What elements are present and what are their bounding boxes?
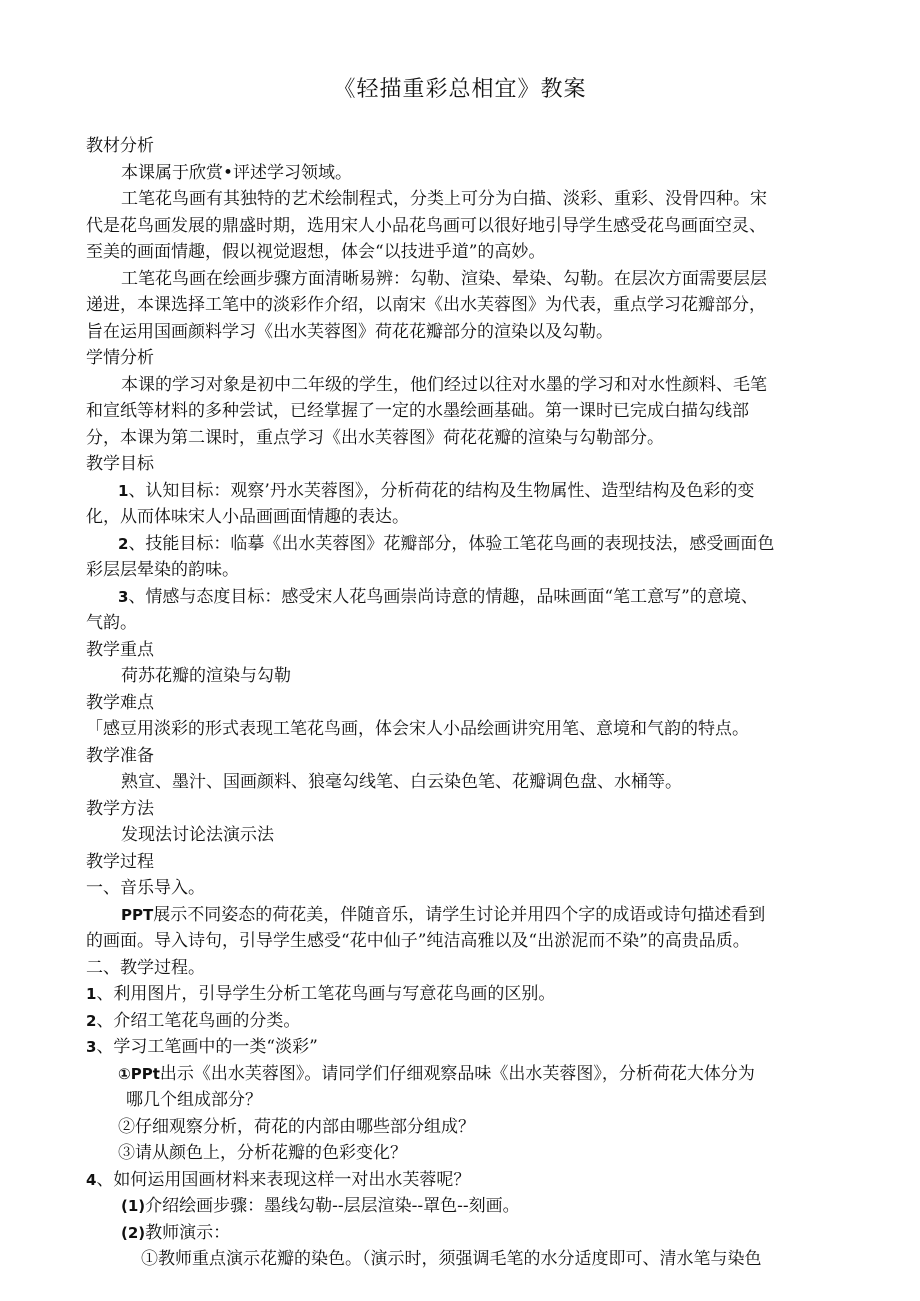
line-text: 工笔花鸟画有其独特的艺术绘制程式，分类上可分为白描、淡彩、重彩、没骨四种。宋 xyxy=(121,189,767,209)
section-heading xyxy=(86,133,836,160)
line-text: 和宣纸等材料的多种尝试，已经掌握了一定的水墨绘画基础。第一课时已完成白描勾线部 xyxy=(86,401,749,421)
line-text: 本课的学习对象是初中二年级的学生，他们经过以往对水墨的学习和对水性颜料、毛笔 xyxy=(121,374,767,395)
line-text: 荷苏花瓣的渲染与勾勒 xyxy=(121,666,291,686)
line-text: 彩层层晕染的韵味。 xyxy=(86,560,239,580)
line-text: 教学重点 xyxy=(86,639,154,660)
line-text: 二、教学过程。 xyxy=(86,957,205,978)
item-number: ①PPt xyxy=(118,1064,160,1083)
line-text: 、如何运用国画材料来表现这样一对出水芙蓉呢？ xyxy=(96,1169,471,1190)
item-number: 4 xyxy=(86,1170,97,1189)
paragraph-line xyxy=(86,557,836,584)
section-heading xyxy=(86,743,836,770)
item-number: (1) xyxy=(121,1197,146,1215)
paragraph-line xyxy=(86,398,836,425)
paragraph-line xyxy=(86,319,836,346)
item-number: 2 xyxy=(86,1011,97,1030)
line-text: 的画面。导入诗句，引导学生感受“花中仙子”纯洁高雅以及“出淤泥而不染”的高贵品质。 xyxy=(86,931,750,951)
document-title: 《轻描重彩总相宜》教案 xyxy=(333,77,587,102)
item-number: 2 xyxy=(118,534,129,553)
line-text: ②仔细观察分析，荷花的内部由哪些部分组成？ xyxy=(118,1116,475,1137)
paragraph-line xyxy=(86,478,836,505)
line-text: 一、音乐导入。 xyxy=(86,878,205,898)
line-text: 、情感与态度目标：感受宋人花鸟画崇尚诗意的情趣，品味画面“笔工意写”的意境、 xyxy=(128,586,758,607)
line-text: 教学难点 xyxy=(86,692,154,713)
paragraph-line xyxy=(86,1114,836,1141)
line-text: 、学习工笔画中的一类“淡彩” xyxy=(96,1037,318,1057)
line-text: 「感豆用淡彩的形式表现工笔花鸟画，体会宋人小品绘画讲究用笔、意境和气韵的特点。 xyxy=(86,719,749,739)
paragraph-line xyxy=(86,716,836,743)
line-text: 本课属于欣赏•评述学习领域。 xyxy=(121,162,353,183)
line-text: 教师演示： xyxy=(145,1222,231,1243)
paragraph-line xyxy=(86,663,836,690)
paragraph-line xyxy=(86,504,836,531)
paragraph-line xyxy=(86,425,836,452)
line-text: 出示《出水芙蓉图》。请同学们仔细观察品味《出水芙蓉图》，分析荷花大体分为 xyxy=(159,1063,755,1084)
section-heading xyxy=(86,637,836,664)
paragraph-line xyxy=(86,955,836,982)
paragraph-line xyxy=(86,610,836,637)
paragraph-line xyxy=(86,213,836,240)
paragraph-line xyxy=(86,1061,836,1088)
paragraph-line xyxy=(86,186,836,213)
section-heading xyxy=(86,849,836,876)
line-text: 旨在运用国画颜料学习《出水芙蓉图》荷花花瓣部分的渲染以及勾勒。 xyxy=(86,321,613,342)
paragraph-line xyxy=(86,1087,836,1114)
line-text: 、介绍工笔花鸟画的分类。 xyxy=(96,1010,301,1031)
line-text: 代是花鸟画发展的鼎盛时期，选用宋人小品花鸟画可以很好地引导学生感受花鸟画面空灵、 xyxy=(86,215,766,236)
paragraph-line xyxy=(86,822,836,849)
paragraph-line xyxy=(86,531,836,558)
paragraph-line xyxy=(86,160,836,187)
paragraph-line xyxy=(86,1220,836,1247)
paragraph-line xyxy=(86,981,836,1008)
section-heading xyxy=(86,451,836,478)
paragraph-line xyxy=(86,584,836,611)
line-text: 哪几个组成部分？ xyxy=(126,1090,262,1110)
line-text: 教学过程 xyxy=(86,851,154,872)
line-text: 学情分析 xyxy=(86,348,154,368)
section-heading xyxy=(86,690,836,717)
item-number: 1 xyxy=(86,985,97,1003)
line-text: 分，本课为第二课时，重点学习《出水芙蓉图》荷花花瓣的渲染与勾勒部分。 xyxy=(86,427,664,448)
line-text: 、认知目标：观察’丹水芙蓉图》，分析荷花的结构及生物属性、造型结构及色彩的变 xyxy=(128,480,755,501)
paragraph-line xyxy=(86,372,836,399)
line-text: 、利用图片，引导学生分析工笔花鸟画与写意花鸟画的区别。 xyxy=(96,984,556,1004)
paragraph-line xyxy=(86,1008,836,1035)
paragraph-line xyxy=(86,1167,836,1194)
paragraph-line xyxy=(86,902,836,929)
paragraph-line xyxy=(86,292,836,319)
paragraph-line xyxy=(86,1034,836,1061)
section-heading xyxy=(86,796,836,823)
paragraph-line xyxy=(86,928,836,955)
line-text: 介绍绘画步骤：墨线勾勒--层层渲染--罩色--刻画。 xyxy=(145,1196,520,1216)
line-text: 递进，本课选择工笔中的淡彩作介绍，以南宋《出水芙蓉图》为代表，重点学习花瓣部分， xyxy=(86,295,766,315)
section-heading xyxy=(86,345,836,372)
line-text: 工笔花鸟画在绘画步骤方面清晰易辨：勾勒、渲染、晕染、勾勒。在层次方面需要层层 xyxy=(121,268,767,289)
item-number: 1 xyxy=(118,481,129,500)
line-text: 、技能目标：临摹《出水芙蓉图》花瓣部分，体验工笔花鸟画的表现技法，感受画面色 xyxy=(128,533,775,554)
line-text: ①教师重点演示花瓣的染色。（演示时，须强调毛笔的水分适度即可、清水笔与染色 xyxy=(141,1249,762,1269)
line-text: 化，从而体味宋人小品画画面情趣的表达。 xyxy=(86,507,409,527)
item-number: 3 xyxy=(118,587,129,606)
line-text: 教材分析 xyxy=(86,136,154,156)
line-text: ③请从颜色上，分析花瓣的色彩变化？ xyxy=(118,1143,407,1163)
line-text: 展示不同姿态的荷花美，伴随音乐，请学生讨论并用四个字的成语或诗句描述看到 xyxy=(153,904,766,925)
item-number: 3 xyxy=(86,1038,97,1056)
line-text: 熟宣、墨汁、国画颜料、狼毫勾线笔、白云染色笔、花瓣调色盘、水桶等。 xyxy=(121,772,682,792)
paragraph-line xyxy=(86,1140,836,1167)
paragraph-line xyxy=(86,239,836,266)
document-body xyxy=(86,133,836,1273)
paragraph-line xyxy=(86,1193,836,1220)
item-number: PPT xyxy=(121,905,154,924)
line-text: 教学方法 xyxy=(86,798,154,819)
line-text: 发现法讨论法演示法 xyxy=(121,825,274,845)
item-number: (2) xyxy=(121,1223,146,1242)
paragraph-line xyxy=(86,1246,836,1273)
paragraph-line xyxy=(86,769,836,796)
line-text: 气韵。 xyxy=(86,613,137,633)
paragraph-line xyxy=(86,266,836,293)
line-text: 教学目标 xyxy=(86,454,154,474)
line-text: 教学准备 xyxy=(86,745,154,766)
paragraph-line xyxy=(86,875,836,902)
line-text: 至美的画面情趣，假以视觉遐想，体会“以技进乎道”的高妙。 xyxy=(86,242,546,262)
